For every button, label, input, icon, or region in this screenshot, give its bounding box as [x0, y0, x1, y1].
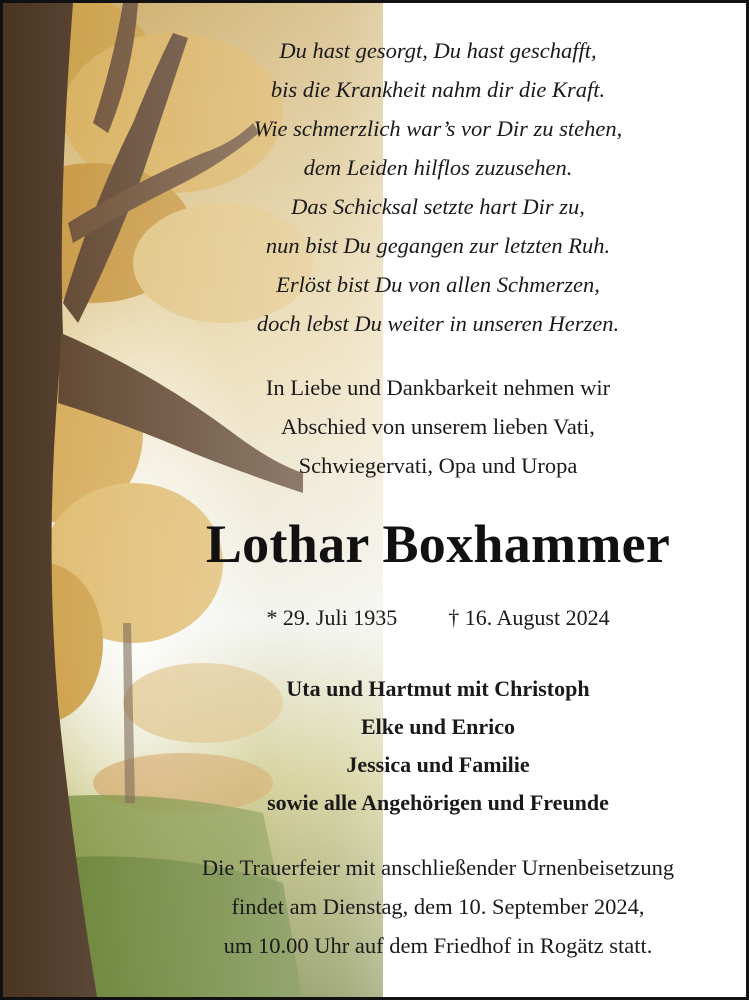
poem-line-1: Du hast gesorgt, Du hast geschafft,	[279, 38, 597, 63]
mourner-line-1: Uta und Hartmut mit Christoph	[286, 676, 590, 701]
notice-line-3: um 10.00 Uhr auf dem Friedhof in Rogätz statt.	[223, 933, 653, 958]
birth-date: * 29. Juli 1935	[266, 605, 398, 630]
poem-line-7: Erlöst bist Du von allen Schmerzen,	[276, 272, 600, 297]
poem-line-3: Wie schmerzlich war’s vor Dir zu stehen,	[253, 116, 623, 141]
intro-line-1: In Liebe und Dankbarkeit nehmen wir	[265, 375, 611, 400]
poem-line-2: bis die Krankheit nahm dir die Kraft.	[270, 77, 606, 102]
poem-line-6: nun bist Du gegangen zur letzten Ruh.	[265, 233, 611, 258]
poem-line-4: dem Leiden hilflos zuzusehen.	[303, 155, 573, 180]
poem-line-8: doch lebst Du weiter in unseren Herzen.	[256, 311, 620, 336]
notice-line-2: findet am Dienstag, dem 10. September 2024,	[231, 894, 645, 919]
mourner-line-2: Elke und Enrico	[360, 714, 516, 739]
notice-line-1: Die Trauerfeier mit anschließender Urnenbeisetzung	[201, 855, 675, 880]
mourner-line-3: Jessica und Familie	[346, 752, 530, 777]
intro-line-3: Schwiegervati, Opa und Uropa	[298, 453, 578, 478]
life-dates	[123, 605, 749, 631]
deceased-name: Lothar Boxhammer	[205, 514, 671, 574]
mourner-line-4: sowie alle Angehörigen und Freunde	[267, 790, 609, 815]
intro-line-2: Abschied von unserem lieben Vati,	[281, 414, 595, 439]
death-date: † 16. August 2024	[448, 605, 610, 630]
poem-line-5: Das Schicksal setzte hart Dir zu,	[291, 194, 585, 219]
obituary-text	[3, 3, 749, 1000]
